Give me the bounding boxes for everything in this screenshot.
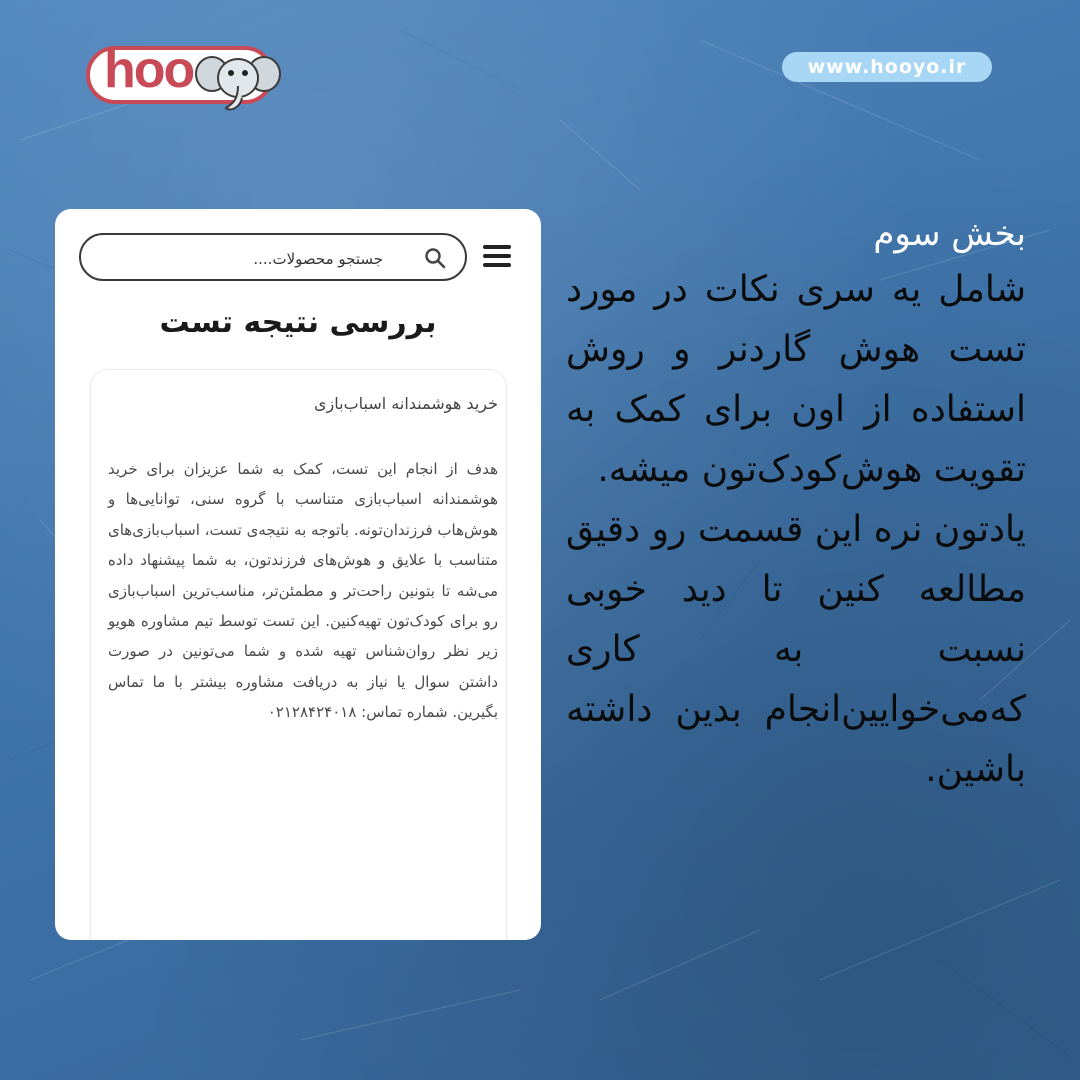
search-icon[interactable] (423, 246, 447, 270)
logo-text: hoo (104, 41, 194, 99)
section-paragraph-2: یادتون نره این قسمت رو دقیق مطالعه کنین تا دید خوبی نسبت به کاری که‌می‌خوایین‌انجام بدین داشته باشین. (566, 509, 1026, 790)
section-description (566, 208, 1026, 800)
website-url[interactable]: www.hooyo.ir (782, 52, 992, 82)
content-subtitle: خرید هوشمندانه اسباب‌بازی (314, 394, 498, 413)
page-title: بررسی نتیجه تست (159, 305, 437, 340)
phone-screenshot-card (55, 209, 541, 940)
elephant-icon (190, 46, 286, 118)
content-body: هدف از انجام این تست، کمک به شما عزیزان برای خرید هوشمندانه اسباب‌بازی متناسب با گروه سنی، توانایی‌ها و هوش‌هاب فرزندان‌تونه. باتوجه به نتیجه‌ی تست، اسباب‌بازی‌های متناسب با علایق و هوش‌های فرزندتون، به شما پیشنهاد داده می‌شه تا بتونین راحت‌تر و مطمئن‌تر، مناسب‌ترین اسباب‌بازی رو برای کودک‌تون تهیه‌کنین. این تست توسط تیم مشاوره هویو زیر نظر روان‌شناس تهیه شده و شما می‌تونین در صورت داشتن سوال یا نیاز به دریافت مشاوره بیشتر با ما تماس بگیرین. شماره تماس: ۰۲۱۲۸۴۲۴۰۱۸ (108, 460, 498, 722)
hooyo-logo[interactable] (86, 40, 282, 116)
search-input[interactable] (141, 245, 385, 273)
section-paragraph-1: شامل یه سری نکات در مورد تست هوش گاردنر و روش استفاده از اون برای کمک به تقویت هوش‌کودک‌تون میشه. (566, 269, 1026, 490)
content-card (90, 369, 507, 940)
section-title: بخش سوم (873, 214, 1026, 254)
search-bar[interactable] (79, 233, 467, 281)
menu-icon[interactable] (483, 245, 511, 269)
